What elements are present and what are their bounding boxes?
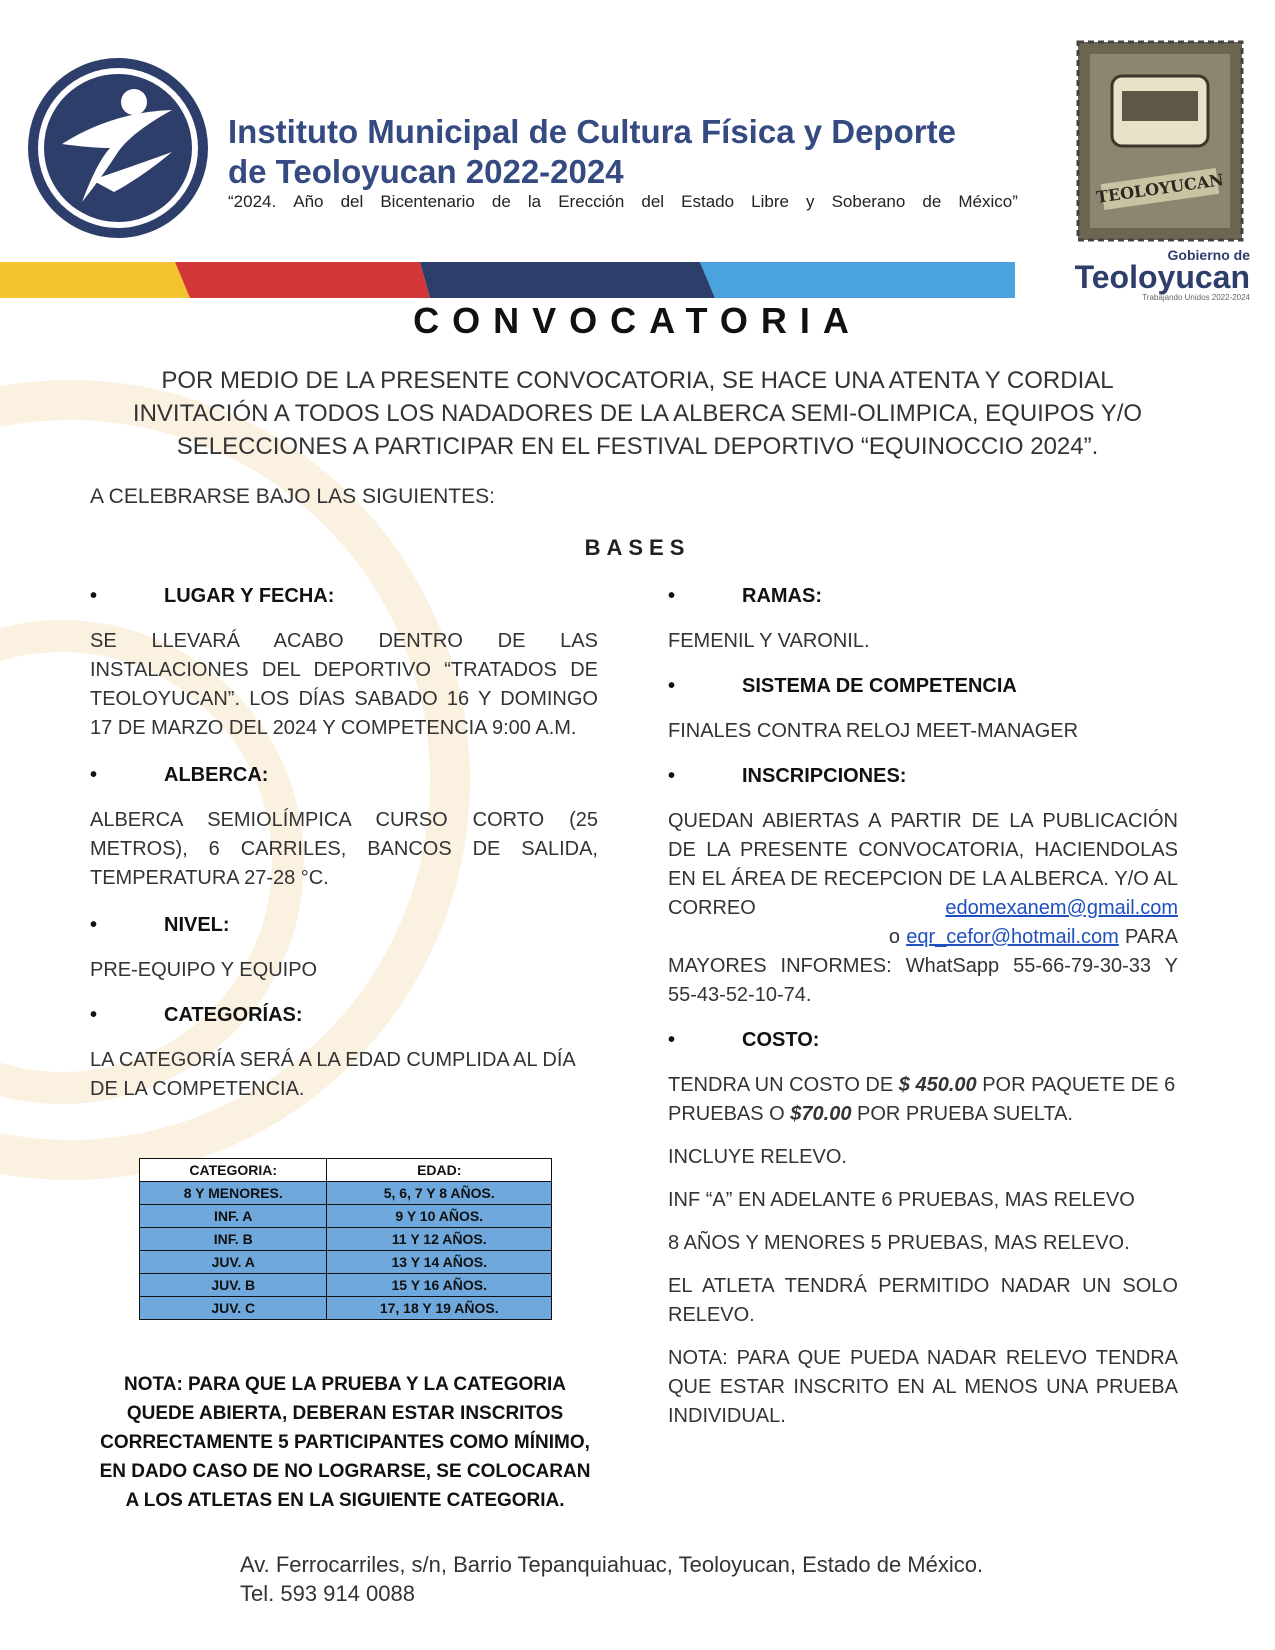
right-column [668,582,1178,1431]
nivel-heading [90,911,598,940]
motto-word: Estado [681,192,735,211]
nivel-text: PRE-EQUIPO Y EQUIPO [90,959,318,981]
table-cell: 17, 18 Y 19 AÑOS. [327,1297,552,1320]
inscripciones-text [668,807,1178,1010]
categorias-heading-text: CATEGORÍAS: [164,1004,303,1026]
alberca-heading-text: ALBERCA: [164,764,269,786]
table-header-categoria: CATEGORIA: [140,1159,327,1182]
categorias-heading [90,1001,598,1030]
table-cell: JUV. C [140,1297,327,1320]
inscripciones-text-b: PARA MAYORES INFORMES: WhatSapp 55-66-79-30-33 Y 55-43-52-10-74. [668,926,1178,1006]
sistema-heading-text: SISTEMA DE COMPETENCIA [742,675,1017,697]
table-row [140,1274,552,1297]
table-cell: INF. B [140,1228,327,1251]
ramas-heading [668,582,1178,611]
alberca-heading [90,761,598,790]
institute-logo [22,52,214,244]
table-cell: JUV. B [140,1274,327,1297]
institute-title-line1: Instituto Municipal de Cultura Física y Deporte [228,113,956,150]
costo-heading-text: COSTO: [742,1029,820,1051]
relevo-text: INCLUYE RELEVO. [668,1146,847,1168]
alberca-text: ALBERCA SEMIOLÍMPICA CURSO CORTO (25 METROS), 6 CARRILES, BANCOS DE SALIDA, TEMPERATURA 27-28 °C. [90,809,598,889]
table-cell: 13 Y 14 AÑOS. [327,1251,552,1274]
inscripciones-text-a: QUEDAN ABIERTAS A PARTIR DE LA PUBLICACIÓN DE LA PRESENTE CONVOCATORIA, HACIENDOLAS EN EL ÁREA DE RECEPCION DE LA ALBERCA. Y/O AL CORREO [668,810,1178,919]
motto-word: Bicentenario [380,192,475,211]
table-row [140,1297,552,1320]
gobierno-name: Teoloyucan [1074,259,1250,295]
categorias-text: LA CATEGORÍA SERÁ A LA EDAD CUMPLIDA AL DÍA DE LA COMPETENCIA. [90,1049,575,1100]
motto-word: del [641,192,665,211]
email-link-hotmail[interactable]: eqr_cefor@hotmail.com [906,926,1119,948]
costo-text-a: TENDRA UN COSTO DE [668,1074,894,1096]
celebrar-line: A CELEBRARSE BAJO LAS SIGUIENTES: [90,485,495,508]
motto-word: y [806,192,815,211]
table-header-edad: EDAD: [327,1159,552,1182]
inscripciones-heading [668,762,1178,791]
inscripciones-heading-text: INSCRIPCIONES: [742,765,907,787]
motto-word: Erección [558,192,625,211]
nota-categoria: NOTA: PARA QUE LA PRUEBA Y LA CATEGORIA QUEDE ABIERTA, DEBERAN ESTAR INSCRITOS CORRECTAMENTE 5 PARTICIPANTES COMO MÍNIMO, EN DADO CASO DE NO LOGRARSE, SE COLOCARAN A LOS ATLETAS EN LA SIGUIENTE CATEGORIA. [99,1374,591,1511]
lugar-heading [90,582,598,611]
categories-table [139,1158,552,1320]
year-motto [228,192,1018,212]
costo-text-b: POR PAQUETE DE 6 PRUEBAS O [668,1074,1176,1125]
table-cell: 5, 6, 7 Y 8 AÑOS. [327,1182,552,1205]
institute-title [228,112,1028,192]
intro-paragraph: POR MEDIO DE LA PRESENTE CONVOCATORIA, SE HACE UNA ATENTA Y CORDIAL INVITACIÓN A TODOS LOS NADADORES DE LA ALBERCA SEMI-OLIMPICA, EQUIPOS Y/O SELECCIONES A PARTICIPAR EN EL FESTIVAL DEPORTIVO “EQUINOCCIO 2024”. [132,367,1143,460]
ramas-heading-text: RAMAS: [742,585,822,607]
bases-title: BASES [584,535,691,560]
or-word: o [888,926,900,948]
institute-title-line2: de Teoloyucan 2022-2024 [228,153,624,190]
atleta-text: EL ATLETA TENDRÁ PERMITIDO NADAR UN SOLO RELEVO. [668,1275,1178,1326]
footer [240,1550,983,1608]
motto-word: de [922,192,942,211]
motto-word: “2024. [228,192,277,211]
inf-a-text: INF “A” EN ADELANTE 6 PRUEBAS, MAS RELEVO [668,1189,1135,1211]
email-link-gmail[interactable]: edomexanem@gmail.com [945,897,1178,919]
footer-phone: Tel. 593 914 0088 [240,1581,415,1606]
teoloyucan-stamp [1072,36,1248,246]
nota-relevo: NOTA: PARA QUE PUEDA NADAR RELEVO TENDRA QUE ESTAR INSCRITO EN AL MENOS UNA PRUEBA INDIVIDUAL. [668,1347,1178,1427]
table-row [140,1205,552,1228]
ramas-text: FEMENIL Y VARONIL. [668,630,870,652]
table-row [140,1228,552,1251]
motto-word: Soberano [831,192,906,211]
motto-word: la [527,192,542,211]
footer-address: Av. Ferrocarriles, s/n, Barrio Tepanquiahuac, Teoloyucan, Estado de México. [240,1552,984,1577]
motto-word: Libre [751,192,789,211]
color-stripe [0,262,1015,298]
ocho-text: 8 AÑOS Y MENORES 5 PRUEBAS, MAS RELEVO. [668,1232,1130,1254]
table-row [140,1182,552,1205]
table-cell: 9 Y 10 AÑOS. [327,1205,552,1228]
motto-word: México” [958,192,1018,211]
costo-text [668,1071,1178,1129]
sistema-text: FINALES CONTRA RELOJ MEET-MANAGER [668,720,1079,742]
sistema-heading [668,672,1178,701]
costo-heading [668,1026,1178,1055]
price-package: $ 450.00 [898,1074,977,1096]
table-row [140,1251,552,1274]
stamp-label: TEOLOYUCAN [1095,170,1225,207]
price-single: $70.00 [790,1103,852,1125]
gobierno-label: Gobierno de [1167,247,1250,263]
table-cell: 11 Y 12 AÑOS. [327,1228,552,1251]
motto-word: del [340,192,364,211]
gobierno-slogan: Trabajando Unidos 2022-2024 [1142,293,1250,302]
page-title: CONVOCATORIA [413,300,862,341]
table-cell: 8 Y MENORES. [140,1182,327,1205]
left-column [90,582,598,1104]
table-cell: 15 Y 16 AÑOS. [327,1274,552,1297]
table-header-row [140,1159,552,1182]
nivel-heading-text: NIVEL: [164,914,230,936]
lugar-heading-text: LUGAR Y FECHA: [164,585,335,607]
lugar-text: SE LLEVARÁ ACABO DENTRO DE LAS INSTALACIONES DEL DEPORTIVO “TRATADOS DE TEOLOYUCAN”. LOS DÍAS SABADO 16 Y DOMINGO 17 DE MARZO DEL 2024 Y COMPETENCIA 9:00 A.M. [90,630,598,739]
motto-word: de [491,192,511,211]
table-cell: INF. A [140,1205,327,1228]
table-cell: JUV. A [140,1251,327,1274]
costo-text-c: POR PRUEBA SUELTA. [857,1103,1073,1125]
motto-word: Año [293,192,324,211]
